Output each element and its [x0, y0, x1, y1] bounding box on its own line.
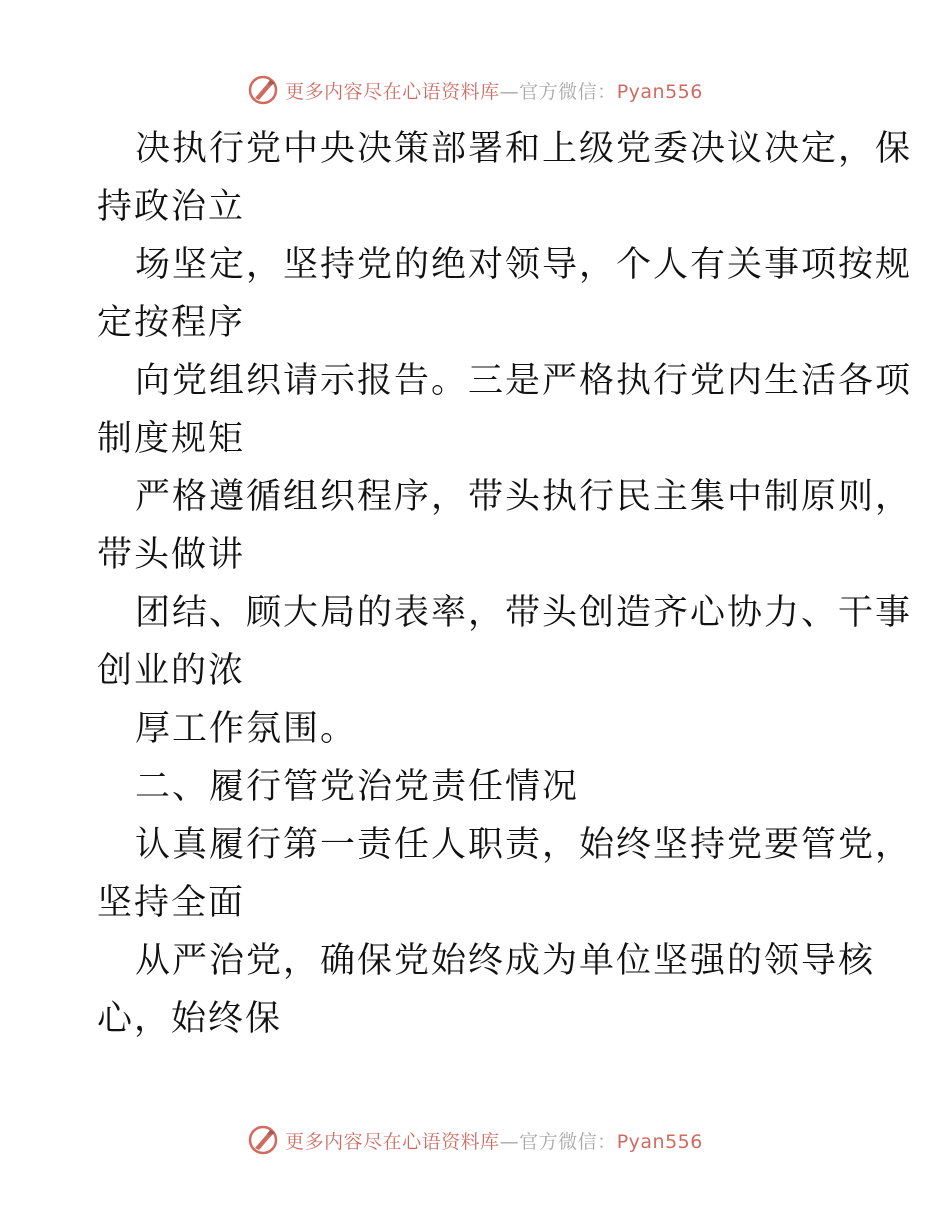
text-line: 严格遵循组织程序，带头执行民主集中制原则， — [135, 477, 913, 517]
watermark-text — [285, 1127, 703, 1154]
text-line: 从严治党，确保党始终成为单位坚强的领导核 — [135, 941, 876, 981]
text-line: 创业的浓 — [97, 651, 246, 691]
watermark-wechat-label: 官方微信： — [519, 80, 617, 103]
header-watermark — [0, 73, 950, 107]
section-heading: 二、履行管党治党责任情况 — [135, 767, 580, 807]
text-line: 团结、顾大局的表率，带头创造齐心协力、干事 — [135, 593, 913, 633]
text-line: 制度规矩 — [97, 419, 246, 459]
text-line: 心，始终保 — [97, 999, 283, 1039]
watermark-dash: — — [499, 1130, 520, 1153]
watermark-wechat-label: 官方微信： — [519, 1130, 617, 1153]
text-line: 坚持全面 — [97, 883, 246, 923]
text-line: 持政治立 — [97, 187, 246, 227]
text-line: 向党组织请示报告。三是严格执行党内生活各项 — [135, 361, 913, 401]
text-line: 定按程序 — [97, 303, 246, 343]
watermark-account: Pyan556 — [616, 80, 703, 103]
watermark-main: 更多内容尽在心语资料库 — [285, 1130, 500, 1153]
pen-nib-logo-icon — [247, 1124, 279, 1156]
watermark-account: Pyan556 — [616, 1130, 703, 1153]
watermark-dash: — — [499, 80, 520, 103]
watermark-text — [285, 77, 703, 104]
text-line: 认真履行第一责任人职责，始终坚持党要管党， — [135, 825, 913, 865]
document-body — [97, 120, 913, 1048]
watermark-main: 更多内容尽在心语资料库 — [285, 80, 500, 103]
text-line: 场坚定，坚持党的绝对领导，个人有关事项按规 — [135, 245, 913, 285]
text-line: 厚工作氛围。 — [135, 709, 358, 749]
text-line: 带头做讲 — [97, 535, 246, 575]
pen-nib-logo-icon — [247, 74, 279, 106]
text-line: 决执行党中央决策部署和上级党委决议决定，保 — [135, 129, 913, 169]
footer-watermark — [0, 1123, 950, 1157]
